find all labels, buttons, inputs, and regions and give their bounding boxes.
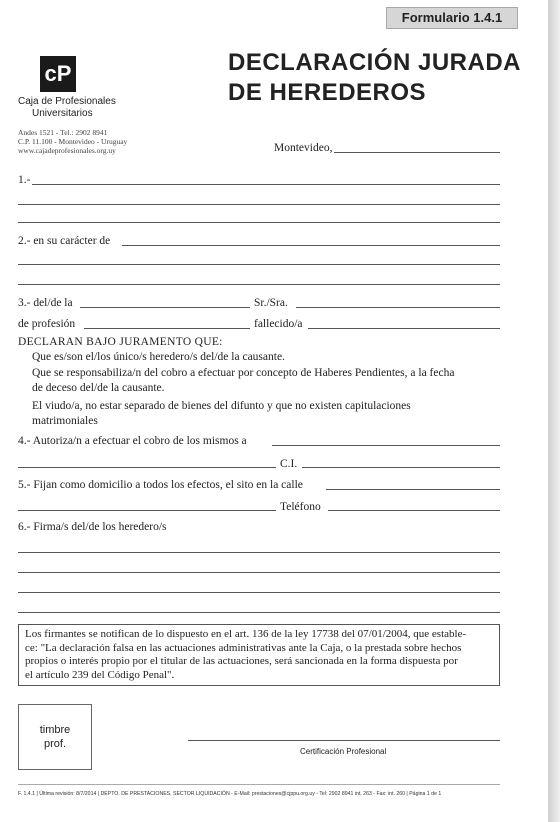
stamp-label-2: prof. <box>43 738 66 750</box>
field-2-line-3[interactable] <box>18 284 500 285</box>
notice-line-4: el artículo 239 del Código Penal". <box>25 668 175 681</box>
declaration-3a: El viudo/a, no estar separado de bienes del difunto y que no existen capitulaciones <box>32 400 411 412</box>
field-6-label: 6.- Firma/s del/de los heredero/s <box>18 521 167 533</box>
signature-line-4[interactable] <box>18 612 500 613</box>
field-4-name-line[interactable] <box>18 467 276 468</box>
declaration-2a: Que se responsabiliza/n del cobro a efectuar por concepto de Haberes Pendientes, a la fecha <box>32 367 455 379</box>
phone-label: Teléfono <box>280 501 321 513</box>
signature-line-3[interactable] <box>18 592 500 593</box>
stamp-label-1: timbre <box>39 724 71 736</box>
address-line-1: Andes 1521 - Tel.: 2902 8941 <box>18 128 108 137</box>
date-field[interactable] <box>334 152 500 153</box>
declaration-heading: DECLARAN BAJO JURAMENTO QUE: <box>18 336 223 348</box>
profession-line[interactable] <box>84 328 250 329</box>
deceased-line[interactable] <box>308 328 500 329</box>
org-name-line-1: Caja de Profesionales <box>18 96 116 107</box>
legal-notice <box>18 624 500 686</box>
place-label: Montevideo, <box>274 142 333 154</box>
signature-line-1[interactable] <box>18 552 500 553</box>
org-name-line-2: Universitarios <box>32 108 93 119</box>
certification-label: Certificación Profesional <box>300 747 387 756</box>
field-2-label: 2.- en su carácter de <box>18 235 111 247</box>
field-3-sr-label: Sr./Sra. <box>254 297 288 309</box>
footer-text: F. 1.4.1 | Última revisión: 8/7/2014 | DEPTO. DE PRESTACIONES, SECTOR LIQUIDACIÓN - E-Mail: prestaciones@cjppu.org.uy - Tel: 2902 8941 int. 263 - Fax: int. 260 | Página 1 de 1 <box>18 791 442 797</box>
field-3-label: 3.- del/de la <box>18 297 73 309</box>
footer-divider <box>18 784 500 785</box>
field-1-line[interactable] <box>32 184 500 185</box>
certification-line[interactable] <box>188 740 500 741</box>
field-3-line[interactable] <box>80 307 250 308</box>
document-title <box>228 48 521 108</box>
address-line-2: C.P. 11.100 - Montevideo - Uruguay <box>18 137 128 146</box>
notice-line-2: ce: "La declaración falsa en las actuaciones administrativas ante la Caja, o la prestada sobre hechos <box>25 641 462 654</box>
field-5-line[interactable] <box>326 489 500 490</box>
field-2-line-2[interactable] <box>18 264 500 265</box>
page-edge <box>548 0 560 822</box>
declaration-3b: matrimoniales <box>32 415 98 427</box>
ci-label: C.I. <box>280 458 298 470</box>
ci-line[interactable] <box>302 467 500 468</box>
profession-label: de profesión <box>18 318 76 330</box>
deceased-label: fallecido/a <box>254 318 303 330</box>
field-4-line[interactable] <box>272 445 500 446</box>
signature-line-2[interactable] <box>18 572 500 573</box>
org-name <box>18 96 116 120</box>
field-1-line-3[interactable] <box>18 222 500 223</box>
org-address <box>18 128 127 155</box>
declaration-2b: de deceso del/de la causante. <box>32 382 165 394</box>
field-4-label: 4.- Autoriza/n a efectuar el cobro de los mismos a <box>18 435 247 447</box>
field-2-line[interactable] <box>122 245 500 246</box>
field-1-label: 1.- <box>18 174 31 186</box>
declaration-1: Que es/son el/los único/s heredero/s del/de la causante. <box>32 351 285 363</box>
title-line-2: DE HEREDEROS <box>228 79 427 106</box>
field-3-sr-line[interactable] <box>296 307 500 308</box>
notice-line-1: Los firmantes se notifican de lo dispuesto en el art. 136 de la ley 17738 del 07/01/2004, que estable- <box>25 628 467 640</box>
notice-line-3: propios o interés propio por el titular de las actuaciones, será sancionada en la forma dispuesta por <box>25 655 458 667</box>
address-line-3: www.cajadeprofesionales.org.uy <box>18 146 116 155</box>
org-logo <box>40 56 76 92</box>
address-line[interactable] <box>18 510 276 511</box>
phone-line[interactable] <box>328 510 500 511</box>
stamp-box <box>18 704 92 770</box>
field-5-label: 5.- Fijan como domicilio a todos los efectos, el sito en la calle <box>18 479 303 491</box>
field-1-line-2[interactable] <box>18 204 500 205</box>
form-code-badge: Formulario 1.4.1 <box>386 7 518 29</box>
logo-mark: cP <box>44 61 72 86</box>
title-line-1: DECLARACIÓN JURADA <box>228 49 522 76</box>
